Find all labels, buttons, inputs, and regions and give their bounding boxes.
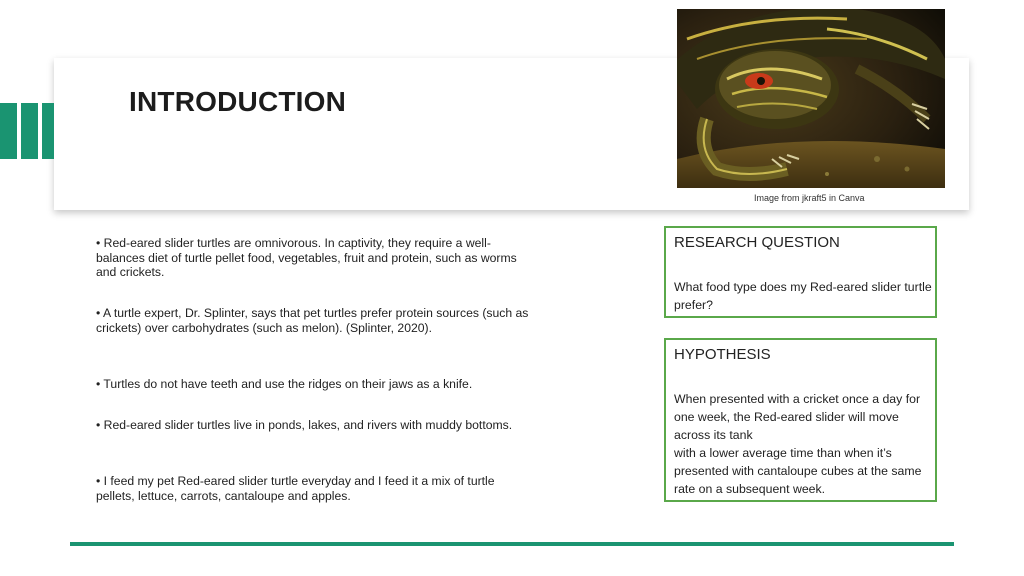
hypothesis-text: [674, 390, 932, 498]
bottom-divider: [70, 542, 954, 546]
accent-bar: [0, 103, 17, 159]
hypothesis-line: When presented with a cricket once a day for one week, the Red-eared slider will move across its tank: [674, 392, 921, 442]
turtle-photo: [677, 9, 945, 188]
turtle-illustration: [677, 9, 945, 188]
hypothesis-line: with a lower average time than when it’s presented with cantaloupe cubes at the same rate on a subsequent week.: [674, 446, 922, 496]
research-question-box: [664, 226, 937, 318]
list-item: • Turtles do not have teeth and use the ridges on their jaws as a knife.: [96, 377, 473, 391]
list-item: • A turtle expert, Dr. Splinter, says that pet turtles prefer protein sources (such as crickets) over carbohydrates (such as melon). (Splinter, 2020).: [96, 306, 529, 335]
research-question-title: RESEARCH QUESTION: [674, 234, 840, 251]
list-item: • Red-eared slider turtles are omnivorous. In captivity, they require a well-balances diet of turtle pellet food, vegetables, fruit and protein, such as worms and crickets.: [96, 236, 517, 279]
page-title: INTRODUCTION: [129, 86, 347, 117]
research-question-text: What food type does my Red-eared slider turtle prefer?: [674, 280, 932, 312]
list-item: • I feed my pet Red-eared slider turtle everyday and I feed it a mix of turtle pellets, lettuce, carrots, cantaloupe and apples.: [96, 474, 495, 503]
hypothesis-title: HYPOTHESIS: [674, 346, 771, 363]
accent-bar: [42, 103, 54, 159]
image-caption: Image from jkraft5 in Canva: [754, 193, 865, 203]
list-item: • Red-eared slider turtles live in ponds, lakes, and rivers with muddy bottoms.: [96, 418, 513, 432]
accent-bar: [21, 103, 38, 159]
hypothesis-box: [664, 338, 937, 502]
